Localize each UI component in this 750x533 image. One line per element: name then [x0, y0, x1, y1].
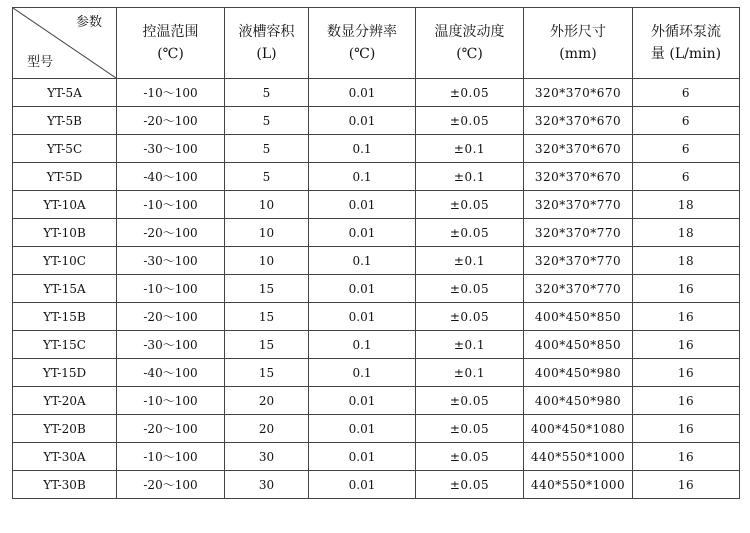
cell-model: YT-15A [13, 275, 117, 303]
cell-flow-rate: 6 [633, 79, 740, 107]
cell-fluctuation: ±0.05 [416, 79, 524, 107]
cell-flow-rate: 16 [633, 331, 740, 359]
header-label: 液槽容积 (L) [238, 24, 295, 62]
cell-volume: 10 [225, 219, 309, 247]
cell-resolution: 0.1 [309, 359, 416, 387]
cell-volume: 5 [225, 163, 309, 191]
cell-volume: 20 [225, 415, 309, 443]
table-row [13, 415, 740, 443]
table-row [13, 247, 740, 275]
cell-dimensions: 320*370*670 [524, 107, 633, 135]
cell-dimensions: 320*370*770 [524, 219, 633, 247]
cell-resolution: 0.01 [309, 191, 416, 219]
cell-resolution: 0.01 [309, 471, 416, 499]
cell-model: YT-5D [13, 163, 117, 191]
header-label: 控温范围 (℃) [142, 24, 199, 62]
cell-volume: 10 [225, 247, 309, 275]
cell-volume: 15 [225, 275, 309, 303]
table-row [13, 387, 740, 415]
cell-volume: 5 [225, 79, 309, 107]
cell-dimensions: 320*370*670 [524, 79, 633, 107]
corner-header-cell [13, 8, 117, 79]
cell-temp-range: -40～100 [117, 359, 225, 387]
cell-dimensions: 320*370*770 [524, 247, 633, 275]
cell-resolution: 0.01 [309, 79, 416, 107]
cell-flow-rate: 18 [633, 219, 740, 247]
table-row [13, 275, 740, 303]
table-row [13, 79, 740, 107]
cell-model: YT-30B [13, 471, 117, 499]
cell-dimensions: 440*550*1000 [524, 471, 633, 499]
cell-fluctuation: ±0.05 [416, 387, 524, 415]
cell-resolution: 0.1 [309, 331, 416, 359]
cell-volume: 30 [225, 443, 309, 471]
cell-volume: 5 [225, 107, 309, 135]
cell-resolution: 0.1 [309, 135, 416, 163]
spec-table [12, 7, 740, 499]
cell-temp-range: -30～100 [117, 135, 225, 163]
header-cell [309, 8, 416, 79]
cell-fluctuation: ±0.05 [416, 107, 524, 135]
cell-flow-rate: 6 [633, 135, 740, 163]
cell-model: YT-10A [13, 191, 117, 219]
header-cell [633, 8, 740, 79]
cell-temp-range: -30～100 [117, 247, 225, 275]
cell-temp-range: -10～100 [117, 387, 225, 415]
header-row [13, 8, 740, 79]
cell-flow-rate: 16 [633, 359, 740, 387]
header-cell [416, 8, 524, 79]
cell-temp-range: -10～100 [117, 275, 225, 303]
cell-volume: 30 [225, 471, 309, 499]
cell-fluctuation: ±0.05 [416, 443, 524, 471]
cell-temp-range: -10～100 [117, 443, 225, 471]
cell-fluctuation: ±0.1 [416, 163, 524, 191]
cell-flow-rate: 6 [633, 107, 740, 135]
cell-flow-rate: 16 [633, 275, 740, 303]
cell-fluctuation: ±0.1 [416, 359, 524, 387]
cell-volume: 15 [225, 303, 309, 331]
cell-resolution: 0.1 [309, 163, 416, 191]
cell-temp-range: -10～100 [117, 79, 225, 107]
cell-dimensions: 400*450*980 [524, 387, 633, 415]
cell-flow-rate: 16 [633, 443, 740, 471]
table-row [13, 471, 740, 499]
cell-flow-rate: 18 [633, 191, 740, 219]
cell-temp-range: -30～100 [117, 331, 225, 359]
cell-fluctuation: ±0.05 [416, 303, 524, 331]
cell-model: YT-5C [13, 135, 117, 163]
header-label: 温度波动度 (℃) [434, 24, 505, 62]
cell-dimensions: 400*450*850 [524, 303, 633, 331]
cell-fluctuation: ±0.1 [416, 331, 524, 359]
cell-dimensions: 320*370*770 [524, 191, 633, 219]
table-row [13, 303, 740, 331]
cell-volume: 5 [225, 135, 309, 163]
header-label: 外形尺寸 (mm) [550, 24, 606, 62]
cell-volume: 20 [225, 387, 309, 415]
cell-temp-range: -20～100 [117, 415, 225, 443]
cell-model: YT-5A [13, 79, 117, 107]
cell-resolution: 0.01 [309, 219, 416, 247]
table-row [13, 191, 740, 219]
cell-model: YT-20A [13, 387, 117, 415]
cell-model: YT-15C [13, 331, 117, 359]
cell-fluctuation: ±0.1 [416, 247, 524, 275]
cell-temp-range: -20～100 [117, 303, 225, 331]
cell-model: YT-15B [13, 303, 117, 331]
cell-temp-range: -10～100 [117, 191, 225, 219]
table-body [13, 79, 740, 499]
cell-fluctuation: ±0.05 [416, 219, 524, 247]
table-row [13, 443, 740, 471]
cell-flow-rate: 16 [633, 303, 740, 331]
cell-model: YT-15D [13, 359, 117, 387]
cell-resolution: 0.01 [309, 303, 416, 331]
cell-dimensions: 400*450*1080 [524, 415, 633, 443]
corner-param-label: 参数 [75, 15, 102, 30]
header-cell [524, 8, 633, 79]
cell-temp-range: -40～100 [117, 163, 225, 191]
cell-flow-rate: 16 [633, 471, 740, 499]
cell-volume: 10 [225, 191, 309, 219]
header-cell [117, 8, 225, 79]
table-row [13, 163, 740, 191]
cell-resolution: 0.01 [309, 387, 416, 415]
table-row [13, 331, 740, 359]
cell-dimensions: 320*370*670 [524, 135, 633, 163]
cell-flow-rate: 18 [633, 247, 740, 275]
table-row [13, 359, 740, 387]
cell-fluctuation: ±0.1 [416, 135, 524, 163]
cell-resolution: 0.01 [309, 275, 416, 303]
cell-dimensions: 440*550*1000 [524, 443, 633, 471]
cell-resolution: 0.01 [309, 107, 416, 135]
header-label: 数显分辨率 (℃) [327, 24, 397, 62]
cell-model: YT-10C [13, 247, 117, 275]
table-row [13, 107, 740, 135]
cell-dimensions: 400*450*980 [524, 359, 633, 387]
cell-dimensions: 320*370*770 [524, 275, 633, 303]
cell-flow-rate: 16 [633, 415, 740, 443]
cell-fluctuation: ±0.05 [416, 471, 524, 499]
cell-volume: 15 [225, 331, 309, 359]
cell-fluctuation: ±0.05 [416, 275, 524, 303]
cell-fluctuation: ±0.05 [416, 191, 524, 219]
cell-fluctuation: ±0.05 [416, 415, 524, 443]
cell-dimensions: 320*370*670 [524, 163, 633, 191]
corner-model-label: 型号 [27, 55, 54, 70]
cell-temp-range: -20～100 [117, 219, 225, 247]
table-row [13, 219, 740, 247]
cell-flow-rate: 16 [633, 387, 740, 415]
header-label: 外循环泵流 量 (L/min) [650, 24, 722, 62]
cell-temp-range: -20～100 [117, 107, 225, 135]
cell-resolution: 0.1 [309, 247, 416, 275]
cell-model: YT-10B [13, 219, 117, 247]
table-row [13, 135, 740, 163]
cell-model: YT-30A [13, 443, 117, 471]
cell-resolution: 0.01 [309, 443, 416, 471]
cell-flow-rate: 6 [633, 163, 740, 191]
cell-model: YT-20B [13, 415, 117, 443]
cell-model: YT-5B [13, 107, 117, 135]
cell-temp-range: -20～100 [117, 471, 225, 499]
header-cell [225, 8, 309, 79]
cell-dimensions: 400*450*850 [524, 331, 633, 359]
cell-volume: 15 [225, 359, 309, 387]
cell-resolution: 0.01 [309, 415, 416, 443]
